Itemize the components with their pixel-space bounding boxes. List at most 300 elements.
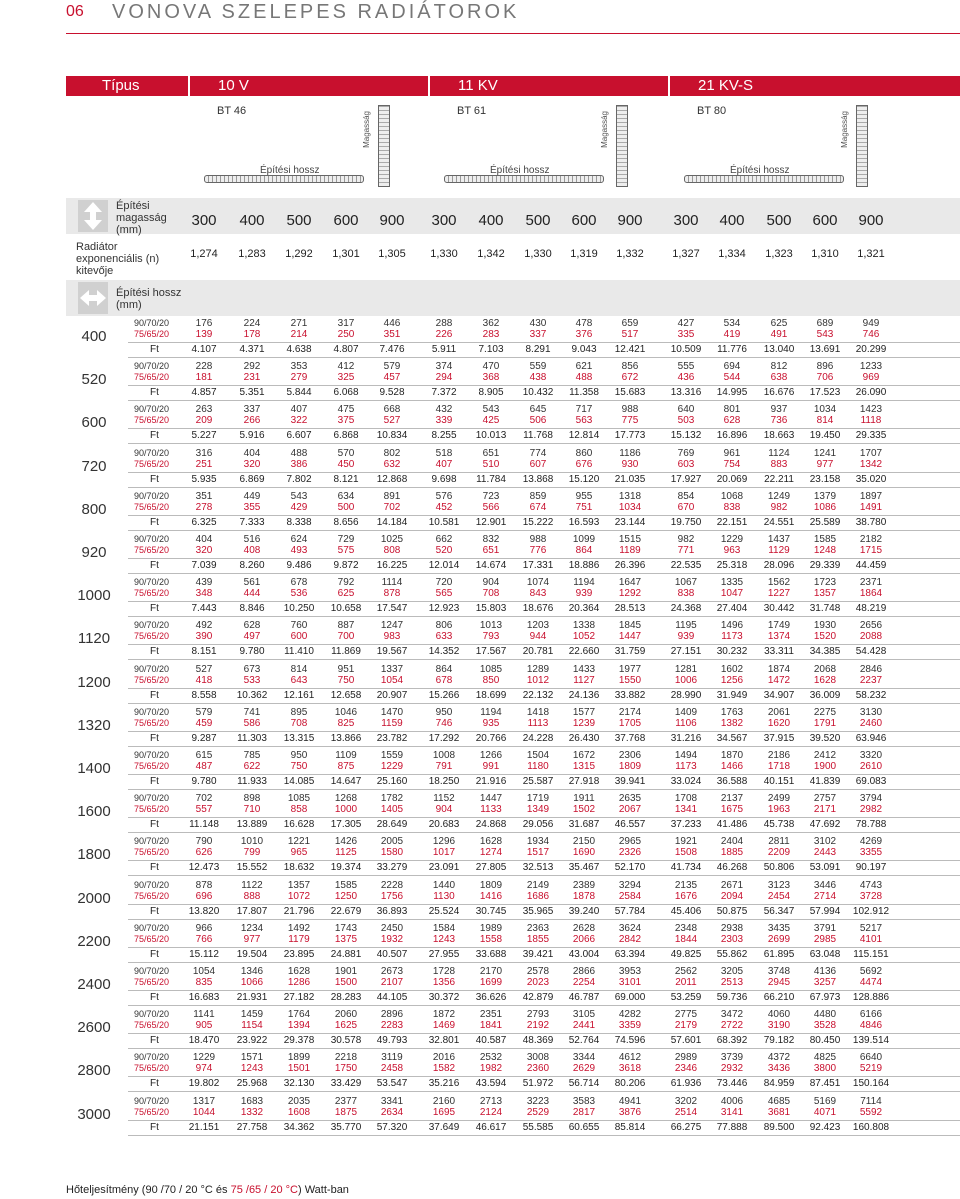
value-a: 2450 [380, 922, 404, 934]
value-b: 2360 [526, 1063, 550, 1075]
value-cell [753, 707, 805, 729]
value-a: 2275 [813, 706, 837, 718]
value-cell [320, 1009, 372, 1031]
price-cell: 80.450 [809, 1035, 841, 1047]
value-a: 2149 [526, 879, 550, 891]
value-b: 2842 [618, 933, 642, 945]
row-length: 2200 [77, 932, 111, 950]
value-a: 3119 [381, 1052, 403, 1064]
value-a: 1034 [813, 404, 837, 416]
type-label [134, 1009, 169, 1031]
value-cell [799, 404, 851, 426]
value-b: 563 [575, 415, 593, 427]
group-header-1 [430, 76, 668, 96]
value-cell [706, 1052, 758, 1074]
price-cell: 80.206 [614, 1078, 646, 1090]
price-cell: 28.096 [763, 560, 795, 571]
value-a: 2363 [526, 922, 550, 934]
value-a: 2351 [479, 1009, 503, 1021]
value-cell [558, 577, 610, 599]
value-a: 2035 [287, 1095, 311, 1107]
value-b: 651 [482, 545, 500, 556]
type-b: 75/65/20 [134, 1020, 170, 1031]
price-cell: 77.888 [716, 1121, 748, 1133]
price-cell: 10.013 [475, 430, 507, 442]
price-cell: 37.233 [670, 819, 702, 831]
value-a: 2412 [813, 750, 837, 761]
type-label [134, 491, 169, 513]
price-cell: 102.912 [852, 905, 890, 917]
price-cell: 63.048 [809, 948, 841, 960]
value-b: 355 [243, 501, 261, 513]
value-a: 774 [529, 447, 547, 459]
value-a: 904 [482, 577, 500, 589]
value-cell [465, 318, 517, 340]
value-a: 478 [575, 318, 593, 329]
value-cell [320, 923, 372, 945]
price-cell: 85.814 [614, 1121, 646, 1133]
price-cell: 7.039 [191, 560, 217, 571]
exponent-value: 1,305 [378, 248, 406, 260]
value-a: 3105 [572, 1009, 596, 1021]
value-a: 864 [435, 663, 453, 675]
value-cell [660, 404, 712, 426]
value-a: 475 [337, 404, 355, 416]
type-a: 90/70/20 [134, 750, 170, 760]
value-cell [273, 577, 325, 599]
value-cell [226, 1009, 278, 1031]
value-a: 5169 [813, 1095, 837, 1107]
value-b: 266 [243, 415, 261, 427]
type-label [134, 534, 169, 556]
value-b: 1129 [768, 545, 790, 556]
value-a: 702 [195, 793, 213, 805]
value-cell [366, 318, 418, 340]
value-b: 883 [770, 458, 788, 470]
value-cell [320, 966, 372, 988]
value-b: 543 [816, 329, 834, 340]
value-cell [706, 404, 758, 426]
value-a: 1247 [380, 620, 404, 632]
value-a: 1562 [767, 577, 791, 589]
value-cell [660, 836, 712, 858]
value-a: 741 [243, 706, 261, 718]
value-a: 1221 [287, 836, 311, 848]
price-cell: 11.358 [569, 387, 599, 399]
price-cell: 12.923 [428, 603, 460, 615]
price-cell: 30.442 [763, 603, 795, 615]
value-cell [753, 966, 805, 988]
value-a: 492 [195, 620, 213, 632]
value-a: 1194 [573, 577, 595, 589]
value-a: 2174 [618, 706, 642, 718]
height-value: 400 [719, 212, 745, 229]
row-length: 920 [81, 544, 107, 561]
type-b: 75/65/20 [134, 329, 170, 339]
height-value: 400 [478, 212, 504, 229]
value-cell [604, 404, 656, 426]
type-b: 75/65/20 [134, 458, 170, 469]
value-a: 432 [435, 404, 453, 416]
value-b: 251 [195, 458, 213, 470]
value-a: 3130 [859, 706, 883, 718]
price-cell: 19.567 [376, 646, 408, 658]
value-cell [273, 793, 325, 815]
value-cell [366, 1096, 418, 1118]
value-b: 600 [290, 631, 308, 643]
row-separator [128, 1033, 960, 1034]
row-separator [128, 644, 960, 645]
value-b: 670 [677, 501, 695, 513]
exponent-value: 1,330 [430, 248, 458, 260]
row-separator [128, 774, 960, 775]
value-cell [418, 577, 470, 599]
value-a: 1911 [573, 793, 595, 805]
height-value: 900 [858, 212, 884, 229]
value-a: 1013 [479, 620, 503, 632]
price-cell: 4.807 [333, 344, 359, 355]
price-cell: 49.825 [670, 948, 702, 960]
value-cell [418, 534, 470, 556]
price-cell: 11.303 [237, 732, 267, 744]
value-a: 1068 [720, 490, 744, 502]
value-cell [320, 404, 372, 426]
height-label: Magasság [362, 111, 371, 148]
price-cell: 40.587 [475, 1035, 507, 1047]
value-cell [558, 1009, 610, 1031]
type-label [134, 923, 169, 945]
value-a: 2846 [859, 663, 883, 675]
value-a: 955 [575, 490, 593, 502]
price-cell: 12.814 [568, 430, 600, 442]
value-b: 1963 [767, 804, 791, 816]
price-cell: 52.170 [614, 862, 646, 874]
value-a: 374 [435, 361, 453, 373]
price-cell: 25.587 [522, 776, 554, 787]
value-a: 1114 [381, 577, 403, 589]
value-a: 1447 [479, 793, 503, 805]
value-a: 1809 [479, 879, 503, 891]
value-a: 1085 [287, 793, 311, 805]
value-b: 278 [195, 501, 213, 513]
value-cell [706, 318, 758, 340]
price-cell: 34.567 [716, 732, 748, 744]
value-cell [273, 491, 325, 513]
price-cell: 5.844 [286, 387, 312, 399]
value-a: 404 [195, 534, 213, 545]
value-a: 3123 [767, 879, 791, 891]
value-cell [660, 448, 712, 470]
value-b: 493 [290, 545, 308, 556]
value-cell [418, 707, 470, 729]
value-b: 425 [482, 415, 500, 427]
value-a: 7114 [860, 1095, 882, 1107]
price-cell: 25.318 [716, 560, 748, 571]
value-cell [226, 577, 278, 599]
exponent-value: 1,327 [672, 248, 700, 260]
price-cell: 53.547 [376, 1078, 408, 1090]
value-a: 561 [243, 577, 261, 589]
price-cell: 45.406 [670, 905, 702, 917]
price-cell: 23.158 [809, 473, 841, 485]
value-cell [799, 923, 851, 945]
value-cell [320, 750, 372, 772]
price-cell: 4.107 [191, 344, 217, 355]
value-cell [660, 923, 712, 945]
height-value: 900 [379, 212, 405, 229]
value-b: 706 [816, 372, 834, 384]
price-cell: 41.839 [809, 776, 841, 787]
price-cell: 24.136 [568, 689, 600, 701]
value-a: 2965 [618, 836, 642, 848]
value-b: 858 [290, 804, 308, 816]
value-a: 1152 [433, 793, 455, 805]
value-a: 814 [290, 663, 308, 675]
value-cell [178, 534, 230, 556]
value-cell [604, 361, 656, 383]
value-cell [273, 664, 325, 686]
height-value: 300 [673, 212, 699, 229]
price-cell: 57.320 [376, 1121, 408, 1133]
value-a: 1440 [432, 879, 456, 891]
value-b: 1520 [813, 631, 837, 643]
row-separator [128, 472, 960, 473]
value-a: 2135 [674, 879, 698, 891]
value-a: 878 [195, 879, 213, 891]
value-b: 838 [723, 501, 741, 513]
row-length: 1400 [77, 760, 111, 777]
value-a: 516 [243, 534, 261, 545]
type-a: 90/70/20 [134, 706, 170, 717]
price-cell: 19.374 [330, 862, 362, 874]
value-a: 2896 [380, 1009, 404, 1021]
price-cell: 10.658 [330, 603, 362, 615]
value-b: 575 [337, 545, 355, 556]
value-a: 1433 [572, 663, 596, 675]
value-b: 1239 [572, 717, 596, 729]
value-cell [753, 1052, 805, 1074]
value-cell [558, 1096, 610, 1118]
value-b: 1113 [527, 717, 549, 729]
price-cell: 45.738 [763, 819, 795, 831]
value-a: 1989 [479, 922, 503, 934]
value-b: 905 [195, 1020, 213, 1032]
price-cell: 53.259 [670, 992, 702, 1003]
height-value: 500 [766, 212, 792, 229]
value-b: 850 [482, 674, 500, 686]
ft-label: Ft [150, 862, 159, 874]
value-b: 710 [243, 804, 261, 816]
value-a: 3320 [859, 750, 883, 761]
value-a: 271 [290, 318, 308, 329]
price-cell: 4.371 [239, 344, 265, 355]
price-cell: 22.679 [330, 905, 362, 917]
height-value: 400 [239, 212, 265, 229]
ft-label: Ft [150, 689, 159, 701]
value-b: 1841 [479, 1020, 503, 1032]
price-cell: 15.803 [475, 603, 507, 615]
price-cell: 5.916 [239, 430, 265, 442]
value-b: 1750 [334, 1063, 358, 1075]
price-cell: 40.507 [376, 948, 408, 960]
price-cell: 18.676 [522, 603, 554, 615]
value-cell [558, 404, 610, 426]
price-cell: 15.552 [236, 862, 268, 874]
height-value: 600 [333, 212, 359, 229]
value-cell [660, 1009, 712, 1031]
value-a: 4685 [767, 1095, 791, 1107]
height-label: Építési magasság (mm) [116, 200, 167, 236]
value-a: 1025 [380, 534, 404, 545]
price-cell: 20.299 [855, 344, 887, 355]
exponent-value: 1,342 [477, 248, 505, 260]
value-a: 3791 [813, 922, 837, 934]
price-cell: 17.807 [236, 905, 268, 917]
row-length: 720 [81, 457, 107, 475]
value-cell [845, 966, 897, 988]
type-b: 75/65/20 [134, 847, 170, 858]
value-cell [512, 491, 564, 513]
exponent-value: 1,332 [616, 248, 644, 260]
price-cell: 30.578 [330, 1035, 362, 1047]
value-b: 791 [435, 761, 453, 772]
value-a: 2404 [720, 836, 744, 848]
value-b: 1982 [479, 1063, 503, 1075]
value-b: 2283 [380, 1020, 404, 1032]
value-b: 1066 [240, 977, 264, 988]
price-cell: 17.547 [376, 603, 408, 615]
type-label [134, 318, 169, 340]
price-cell: 11.784 [476, 473, 506, 485]
value-a: 729 [337, 534, 355, 545]
price-cell: 34.907 [763, 689, 795, 701]
value-b: 1715 [859, 545, 883, 556]
price-cell: 15.112 [189, 948, 219, 960]
value-b: 1012 [526, 674, 550, 686]
value-cell [178, 361, 230, 383]
type-label [134, 966, 169, 988]
value-b: 708 [290, 717, 308, 729]
value-cell [273, 836, 325, 858]
value-b: 2209 [767, 847, 791, 859]
value-a: 3205 [720, 966, 744, 977]
value-cell [273, 534, 325, 556]
value-b: 3876 [618, 1106, 642, 1118]
value-cell [845, 1096, 897, 1118]
value-b: 1000 [334, 804, 358, 816]
price-cell: 14.995 [716, 387, 748, 399]
value-b: 1382 [720, 717, 744, 729]
value-a: 689 [816, 318, 834, 329]
price-cell: 20.766 [475, 732, 507, 744]
value-cell [178, 1052, 230, 1074]
value-b: 974 [195, 1063, 213, 1075]
value-cell [799, 361, 851, 383]
value-b: 527 [383, 415, 401, 427]
row-separator [128, 731, 960, 732]
value-a: 1085 [479, 663, 503, 675]
price-cell: 48.219 [855, 603, 887, 615]
value-b: 2932 [720, 1063, 744, 1075]
value-b: 390 [195, 631, 213, 643]
value-a: 785 [243, 750, 261, 761]
value-b: 1356 [432, 977, 456, 988]
value-b: 1180 [527, 761, 549, 772]
value-a: 1229 [720, 534, 744, 545]
price-cell: 5.911 [431, 344, 457, 355]
row-separator [128, 357, 960, 358]
value-b: 1357 [813, 588, 837, 600]
value-b: 2441 [572, 1020, 596, 1032]
price-cell: 33.311 [764, 646, 794, 658]
price-cell: 37.915 [763, 732, 795, 744]
value-cell [753, 620, 805, 642]
value-b: 622 [243, 761, 261, 772]
value-a: 470 [482, 361, 500, 373]
value-a: 694 [723, 361, 741, 373]
price-cell: 20.781 [522, 646, 554, 658]
price-cell: 23.091 [428, 862, 460, 874]
value-b: 2023 [526, 977, 550, 988]
value-cell [320, 448, 372, 470]
price-cell: 20.069 [716, 473, 748, 485]
value-a: 1874 [767, 663, 791, 675]
value-a: 2775 [674, 1009, 698, 1021]
price-cell: 25.160 [376, 776, 408, 787]
value-cell [512, 1009, 564, 1031]
row-separator [128, 1120, 960, 1121]
value-cell [418, 448, 470, 470]
price-cell: 32.801 [428, 1035, 460, 1047]
price-cell: 9.043 [571, 344, 597, 355]
ft-label: Ft [150, 905, 159, 917]
value-b: 1086 [813, 501, 837, 513]
value-b: 1628 [813, 674, 837, 686]
value-a: 1930 [813, 620, 837, 632]
value-cell [465, 448, 517, 470]
value-b: 407 [435, 458, 453, 470]
price-cell: 35.770 [330, 1121, 362, 1133]
footer-text: Hőteljesítmény (90 /70 / 20 °C és [66, 1184, 231, 1196]
price-cell: 10.581 [428, 516, 460, 528]
price-cell: 44.105 [376, 992, 408, 1003]
type-a: 90/70/20 [134, 490, 170, 501]
value-a: 3446 [813, 879, 837, 891]
value-cell [753, 361, 805, 383]
price-cell: 9.780 [191, 776, 217, 787]
price-cell: 37.649 [428, 1121, 460, 1133]
value-b: 3800 [813, 1063, 837, 1075]
value-cell [366, 1009, 418, 1031]
exponent-value: 1,301 [332, 248, 360, 260]
value-b: 375 [337, 415, 355, 427]
value-cell [799, 793, 851, 815]
value-a: 1707 [859, 447, 883, 459]
price-cell: 12.161 [283, 689, 315, 701]
price-cell: 78.788 [855, 819, 887, 831]
value-b: 178 [243, 329, 261, 340]
value-b: 1675 [720, 804, 744, 816]
value-a: 1585 [334, 879, 358, 891]
value-cell [512, 620, 564, 642]
value-b: 503 [677, 415, 695, 427]
value-a: 1584 [432, 922, 456, 934]
value-a: 1934 [526, 836, 550, 848]
value-b: 1502 [572, 804, 596, 816]
value-a: 2532 [479, 1052, 503, 1064]
exponent-value: 1,274 [190, 248, 218, 260]
value-cell [660, 534, 712, 556]
